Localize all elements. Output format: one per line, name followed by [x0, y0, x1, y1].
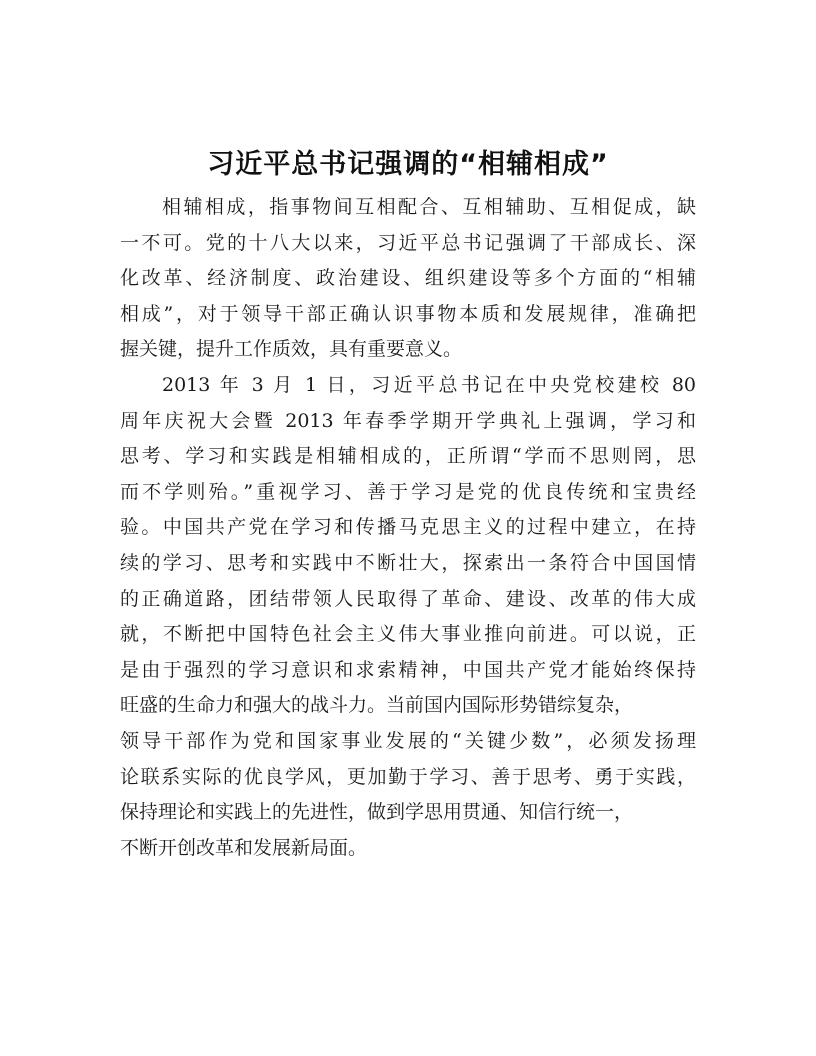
- paragraph-line: 领导干部作为党和国家事业发展的“关键少数”，必须发扬理: [120, 729, 696, 752]
- paragraph-line: 旺盛的生命力和强大的战斗力。当前国内国际形势错综复杂，: [120, 694, 634, 717]
- paragraph-line: 思考、学习和实践是相辅相成的，正所谓“学而不思则罔，思: [120, 445, 696, 468]
- document-body: [120, 190, 696, 866]
- paragraph-line: 不断开创改革和发展新局面。: [120, 836, 368, 859]
- paragraph-line: 而不学则殆。”重视学习、善于学习是党的优良传统和宝贵经: [120, 480, 696, 503]
- paragraph-line: 周年庆祝大会暨 2013 年春季学期开学典礼上强调，学习和: [120, 409, 696, 432]
- paragraph-line: 握关键，提升工作质效，具有重要意义。: [120, 338, 463, 361]
- paragraph-line: 就，不断把中国特色社会主义伟大事业推向前进。可以说，正: [120, 623, 696, 646]
- paragraph-line: 相成”，对于领导干部正确认识事物本质和发展规律，准确把: [120, 302, 696, 325]
- paragraph-line: 一不可。党的十八大以来，习近平总书记强调了干部成长、深: [120, 231, 696, 254]
- paragraph-line: 保持理论和实践上的先进性，做到学思用贯通、知信行统一，: [120, 801, 634, 824]
- paragraph-line: 论联系实际的优良学风，更加勤于学习、善于思考、勇于实践，: [120, 765, 696, 788]
- paragraph-line: 验。中国共产党在学习和传播马克思主义的过程中建立，在持: [120, 516, 696, 539]
- paragraph-line: 的正确道路，团结带领人民取得了革命、建设、改革的伟大成: [120, 587, 696, 610]
- paragraph-line: 是由于强烈的学习意识和求索精神，中国共产党才能始终保持: [120, 658, 696, 681]
- paragraph-line: 2013 年 3 月 1 日，习近平总书记在中央党校建校 80: [162, 373, 696, 396]
- paragraph-1: [120, 190, 696, 368]
- document-title: 习近平总书记强调的“相辅相成”: [207, 149, 609, 180]
- paragraph-line: 化改革、经济制度、政治建设、组织建设等多个方面的“相辅: [120, 267, 696, 290]
- paragraph-line: 相辅相成，指事物间互相配合、互相辅助、互相促成，缺: [162, 196, 696, 218]
- paragraph-line: 续的学习、思考和实践中不断壮大，探索出一条符合中国国情: [120, 551, 696, 574]
- paragraph-2: [120, 368, 696, 866]
